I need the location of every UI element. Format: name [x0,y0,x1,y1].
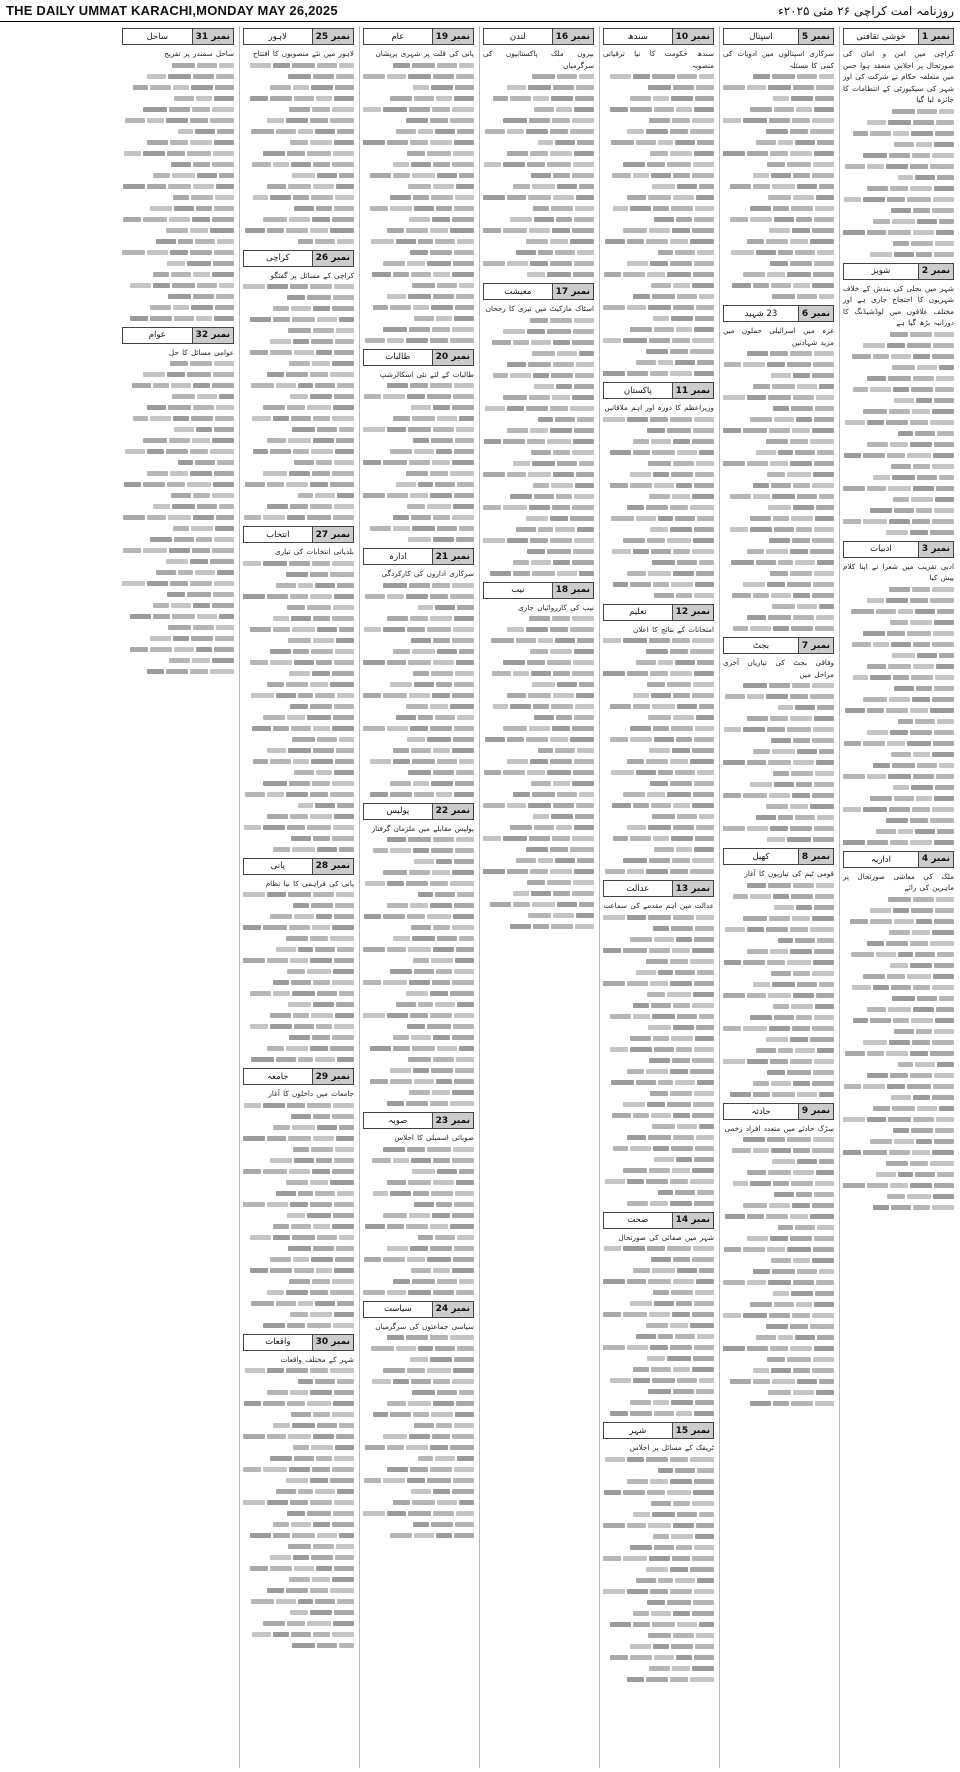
news-story [363,1301,474,1542]
news-story [603,1212,714,1420]
story-body: سرکاری اسپتالوں میں ادویات کی کمی کا مسئلہ [723,49,834,70]
story-heading-box [483,28,594,45]
story-heading-box [243,858,354,875]
story-number: نمبر 17 [552,284,593,299]
story-number: نمبر 26 [312,251,353,266]
story-text-block [723,348,834,634]
story-text-block [483,315,594,579]
story-body: کراچی میں امن و امان کی صورتحال پر اجلاس منعقد ہوا جس میں متعلقہ حکام نے شرکت کی اور شہر کی سیکیورٹی کے انتظامات کا جائزہ لیا گیا [843,49,954,104]
story-body: شہر میں بجلی کی بندش کے خلاف شہریوں کا احتجاج جاری ہے اور مختلف علاقوں میں لوڈشیڈنگ کا دورانیہ بڑھ گیا ہے [843,283,954,327]
story-body: کراچی کے مسائل پر گفتگو [270,270,354,280]
story-body: وفاقی بجٹ کی تیاریاں آخری مراحل میں [723,658,834,679]
story-number: نمبر 27 [312,527,353,542]
story-number: نمبر 24 [432,1302,473,1317]
story-heading-box [363,1112,474,1129]
story-body: پانی کی فراہمی کا نیا نظام [265,878,354,888]
story-number: نمبر 15 [672,1423,713,1438]
story-body: نیب کی کارروائیاں جاری [518,602,594,612]
story-title: معیشت [504,286,532,297]
news-story [363,548,474,800]
masthead [0,0,960,22]
masthead-title-urdu: روزنامہ امت کراچی ۲۶ مئی ۲۰۲۵ء [778,3,954,18]
news-story [122,327,234,678]
story-heading-box [363,28,474,45]
story-text-block [363,1332,474,1541]
story-number: نمبر 8 [798,849,833,864]
story-body: وزیراعظم کا دورہ اور اہم ملاقاتیں [604,403,714,412]
story-body: ساحل سمندر پر تفریح [164,49,234,58]
story-heading-box [363,548,474,565]
story-text-block [603,635,714,877]
story-title: کھیل [752,851,770,862]
story-heading-box [603,382,714,399]
story-body: سرکاری اداروں کی کارکردگی [381,569,474,578]
story-body: ملک کی معاشی صورتحال پر ماہرین کی رائے [843,871,954,892]
story-text-block [243,889,354,1065]
story-title: ساحل [146,31,169,42]
news-story [723,28,834,302]
story-body: بلدیاتی انتخابات کی تیاری [274,547,354,556]
story-number: نمبر 7 [798,638,833,653]
story-title: صحت [627,1215,649,1225]
story-title: پولیس [386,806,410,816]
story-heading-box [122,28,234,45]
story-number: نمبر 4 [918,852,953,867]
story-title: بجٹ [752,640,770,651]
news-story [243,1334,354,1652]
news-story [843,28,954,260]
news-story [603,28,714,379]
story-heading-box [243,526,354,543]
story-title: ادبیات [870,544,892,554]
story-title: اداریہ [870,854,891,865]
news-column [599,26,717,1768]
news-story [603,1422,714,1685]
news-story [723,305,834,634]
story-title: ادارہ [389,552,407,562]
story-number: نمبر 31 [192,29,233,44]
story-heading-box [843,28,954,45]
story-heading-box [483,283,594,300]
story-body: ٹریفک کے مسائل پر اجلاس [629,1443,714,1452]
story-text-block [243,60,354,247]
story-text-block [243,281,354,523]
story-text-block [723,880,834,1100]
story-text-block [843,106,954,260]
news-story [843,851,954,1213]
story-body: بیرون ملک پاکستانیوں کی سرگرمیاں [483,49,594,70]
story-number: نمبر 10 [672,29,713,44]
story-number: نمبر 21 [432,549,473,564]
story-body: قومی ٹیم کی تیاریوں کا آغاز [744,869,834,878]
story-number: نمبر 23 [432,1113,473,1128]
story-title: طالبات [385,352,411,362]
news-story [243,28,354,247]
story-number: نمبر 12 [672,605,713,620]
story-heading-box [363,1301,474,1318]
story-heading-box [723,305,834,322]
story-text-block [483,613,594,932]
story-text-block [843,894,954,1213]
story-title: لندن [509,31,526,42]
story-body: امتحانات کے نتائج کا اعلان [632,624,714,634]
story-number: نمبر 3 [918,542,953,557]
story-heading-box [363,803,474,820]
story-body: عوامی مسائل کا حل [168,347,234,357]
story-body: صوبائی اسمبلی کا اجلاس [394,1133,474,1142]
news-story [603,382,714,601]
story-heading-box [243,28,354,45]
story-heading-box [603,28,714,45]
news-column [839,26,957,1768]
news-story [483,28,594,280]
story-text-block [243,1365,354,1651]
story-number: نمبر 5 [798,29,833,44]
story-heading-box [243,250,354,267]
story-title: سیاست [383,1304,412,1314]
story-body: سندھ حکومت کا نیا ترقیاتی منصوبہ [603,49,714,70]
story-heading-box [603,604,714,621]
story-body: سیاسی جماعتوں کی سرگرمیاں [375,1321,474,1331]
story-number: نمبر 25 [312,29,353,44]
story-heading-box [723,1103,834,1120]
story-title: اسپتال [749,31,773,42]
story-text-block [603,71,714,379]
news-story [723,848,834,1100]
story-number: نمبر 11 [672,383,713,398]
news-story [363,803,474,1110]
story-body: پولیس مقابلے میں ملزمان گرفتار [371,823,474,833]
news-column [239,26,357,1768]
story-heading-box [723,848,834,865]
news-columns [0,26,960,1768]
story-title: عام [391,31,405,42]
story-body: شہر کے مختلف واقعات [280,1354,354,1364]
story-title: پانی [270,861,286,871]
story-heading-box [363,349,474,366]
news-story [363,349,474,546]
story-body: طالبات کے لئے نئی اسکالرشپ [379,369,474,379]
story-text-block [363,380,474,545]
story-title: سندھ [627,31,648,42]
story-text-block [843,584,954,848]
story-body: عدالت میں اہم مقدمے کی سماعت [603,901,714,910]
story-text-block [723,680,834,845]
story-title: انتخاب [266,529,290,540]
story-text-block [243,558,354,855]
story-text-block [363,60,474,346]
story-number: نمبر 29 [312,1069,353,1084]
story-heading-box [723,28,834,45]
news-column [479,26,597,1768]
story-number: نمبر 16 [552,29,593,44]
story-text-block [603,912,714,1209]
story-body: اسٹاک مارکیٹ میں تیزی کا رجحان [485,304,594,313]
story-title: صوبہ [388,1116,408,1126]
story-title: خوشی ثقافتی [856,31,906,42]
story-title: واقعات [265,1337,291,1347]
masthead-title-english: THE DAILY UMMAT KARACHI,MONDAY MAY 26,2025 [6,3,338,18]
news-story [723,637,834,845]
story-number: نمبر 32 [192,328,233,343]
story-number: نمبر 1 [918,29,953,44]
story-number: نمبر 9 [798,1104,833,1119]
story-number: نمبر 13 [672,881,713,896]
story-title: جامعہ [267,1072,289,1082]
story-number: نمبر 19 [432,29,473,44]
story-text-block [483,71,594,280]
news-story [243,250,354,524]
story-text-block [723,71,834,302]
story-heading-box [603,1212,714,1229]
story-number: نمبر 28 [312,859,353,874]
story-title: عوام [148,330,166,340]
news-story [483,283,594,579]
news-story [243,526,354,855]
story-number: نمبر 6 [798,306,833,321]
news-story [122,28,234,324]
story-title: تعلیم [629,607,647,617]
story-number: نمبر 14 [672,1213,713,1228]
story-text-block [363,1144,474,1298]
news-story [603,880,714,1209]
story-heading-box [483,582,594,599]
story-body: شہر میں صفائی کی صورتحال [618,1232,714,1242]
story-body: ادبی تقریب میں شعرا نے اپنا کلام پیش کیا [843,561,954,582]
story-title: شہر [629,1426,647,1436]
story-text-block [363,834,474,1109]
story-body: غزہ میں اسرائیلی حملوں میں مزید شہادتیں [723,326,834,347]
story-title: کراچی [266,253,290,263]
story-body: پانی کی قلت پر شہری پریشان [375,49,474,58]
story-text-block [723,1134,834,1409]
news-story [843,541,954,848]
story-heading-box [843,263,954,280]
news-column [359,26,477,1768]
story-title: 23 شہید [744,309,778,319]
story-number: نمبر 20 [432,350,473,365]
story-text-block [843,329,954,538]
story-text-block [243,1100,354,1331]
story-text-block [363,580,474,800]
story-heading-box [243,1334,354,1351]
story-heading-box [243,1068,354,1085]
news-story [243,858,354,1066]
story-text-block [603,1243,714,1419]
story-number: نمبر 18 [552,583,593,598]
story-heading-box [843,851,954,868]
story-number: نمبر 30 [312,1335,353,1350]
story-title: شوبز [871,266,891,276]
story-body: لاہور میں نئے منصوبوں کا افتتاح [253,49,354,58]
story-heading-box [122,327,234,344]
story-number: نمبر 22 [432,804,473,819]
news-story [483,582,594,933]
story-heading-box [723,637,834,654]
news-story [243,1068,354,1331]
news-story [603,604,714,878]
news-column [119,26,237,1768]
story-heading-box [843,541,954,558]
story-text-block [122,358,234,677]
story-heading-box [603,1422,714,1439]
story-number: نمبر 2 [918,264,953,279]
story-title: عدالت [626,883,650,894]
story-text-block [603,414,714,601]
story-body: سڑک حادثے میں متعدد افراد زخمی [724,1123,834,1133]
news-story [843,263,954,538]
story-title: حادثہ [751,1106,771,1117]
story-title: لاہور [268,32,287,42]
story-heading-box [603,880,714,897]
story-title: نیب [511,585,525,595]
story-body: جامعات میں داخلوں کا آغاز [268,1089,354,1098]
story-text-block [122,60,234,324]
story-title: پاکستان [623,385,652,396]
story-text-block [603,1454,714,1685]
news-story [723,1103,834,1410]
news-story [363,1112,474,1298]
news-column [719,26,837,1768]
news-story [363,28,474,346]
